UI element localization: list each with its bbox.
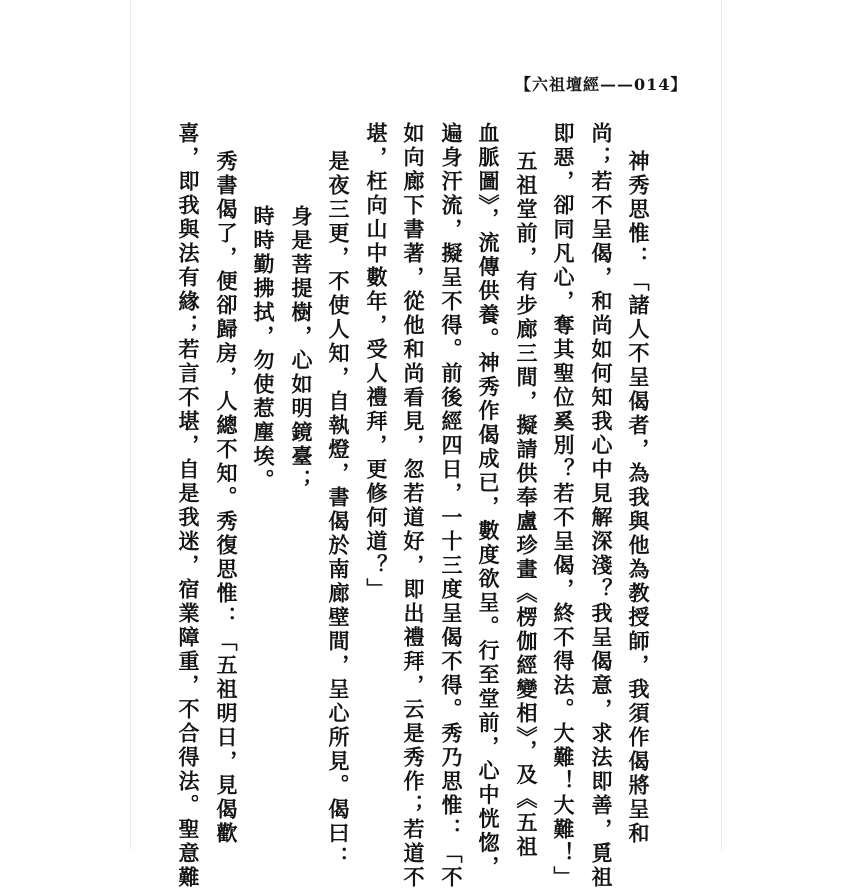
text-column-3: 即惡，卻同凡心，奪其聖位奚別？若不呈偈，終不得法。大難！大難！」 (551, 122, 576, 890)
text-column-11: 喜，即我與法有緣；若言不堪，自是我迷，宿業障重，不合得法。聖意難 (176, 122, 201, 890)
text-column-2: 尚；若不呈偈，和尚如何知我心中見解深淺？我呈偈意，求法即善，覓祖 (589, 122, 614, 890)
text-column-4: 五祖堂前，有步廊三間，擬請供奉盧珍畫《楞伽經變相》，及《五祖 (514, 150, 539, 860)
text-column-8: 堪，枉向山中數年，受人禮拜，更修何道？」 (364, 122, 389, 602)
running-head: 【六祖壇經——014】 (515, 75, 688, 94)
text-column-1: 神秀思惟：「諸人不呈偈者，為我與他為教授師，我須作偈將呈和 (626, 150, 651, 846)
verse-line-1: 身是菩提樹，心如明鏡臺； (289, 205, 314, 493)
verse-line-2: 時時勤拂拭，勿使惹塵埃。 (251, 205, 276, 493)
text-column-6: 遍身汗流，擬呈不得。前後經四日，一十三度呈偈不得。秀乃思惟：「不 (439, 122, 464, 890)
text-column-10: 秀書偈了，便卻歸房，人總不知。秀復思惟：「五祖明日，見偈歡 (214, 150, 239, 846)
text-column-5: 血脈圖》，流傳供養。神秀作偈成已，數度欲呈。行至堂前，心中恍惚， (476, 122, 501, 880)
text-column-9: 是夜三更，不使人知，自執燈，書偈於南廊壁間，呈心所見。偈曰： (326, 150, 351, 870)
text-column-7: 如向廊下書著，從他和尚看見，忽若道好，即出禮拜，云是秀作；若道不 (401, 122, 426, 890)
